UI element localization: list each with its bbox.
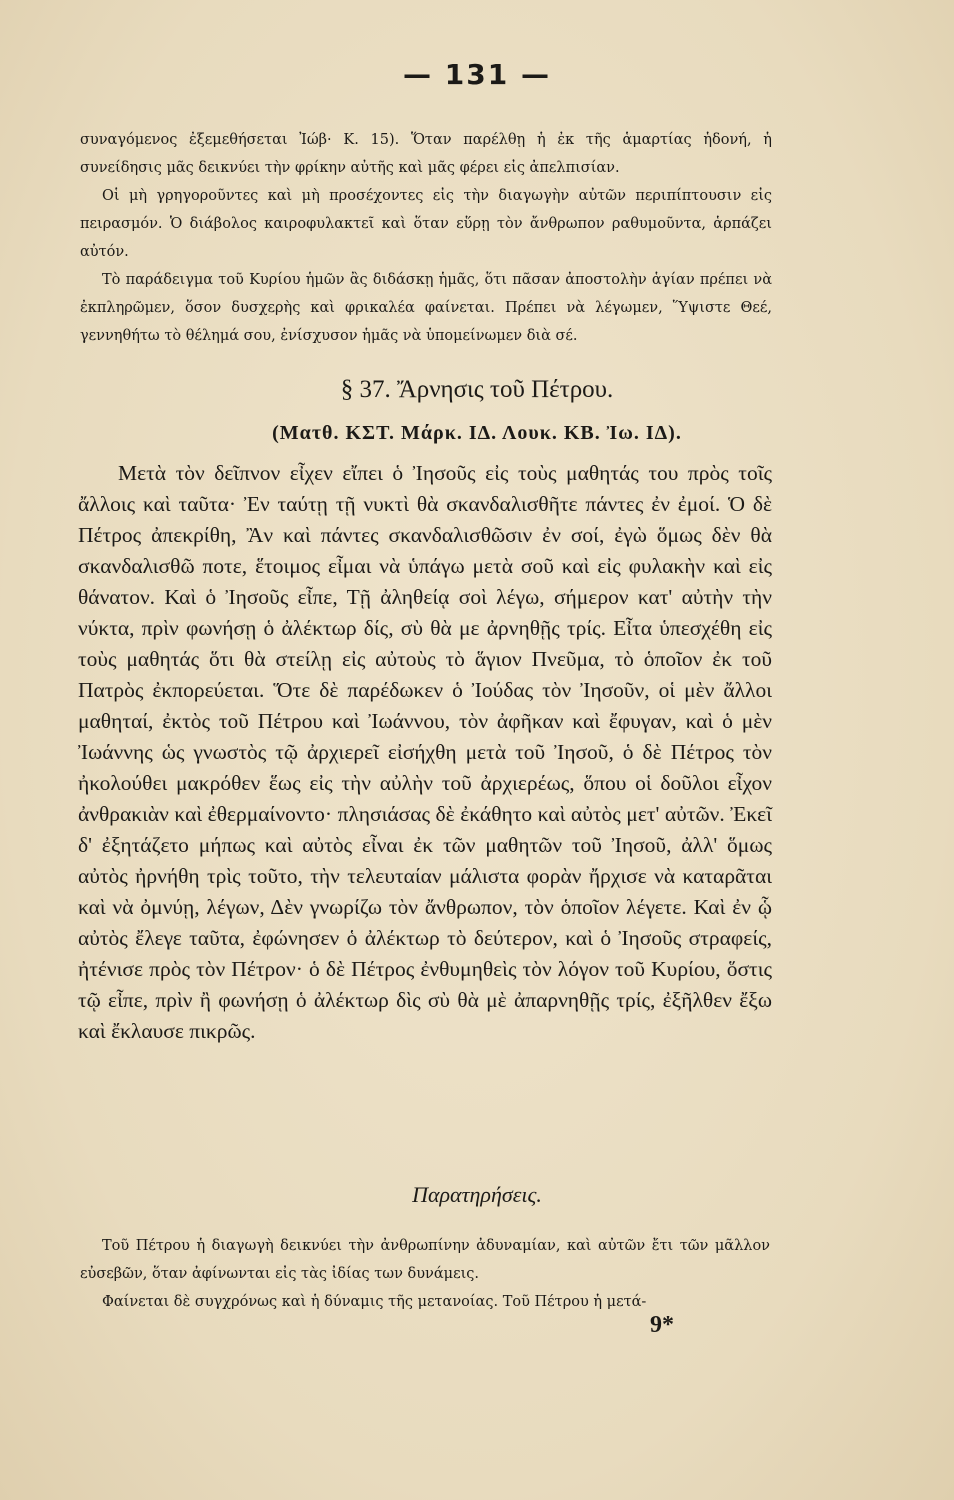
observations-title: Παρατηρήσεις.	[412, 1182, 542, 1207]
paragraph: Τὸ παράδειγμα τοῦ Κυρίου ἡμῶν ἂς διδάσκῃ ἡμᾶς, ὅτι πᾶσαν ἀποστολὴν ἁγίαν πρέπει νὰ ἐκπληρῶμεν, ὅσον δυσχερὴς καὶ φρικαλέα φαίνεται. Πρέπει νὰ λέγωμεν, Ὕψιστε Θεέ, γεννηθήτω τὸ θέλημά σου, ἐνίσχυσον ἡμᾶς νὰ ὑπομείνωμεν διὰ σέ.	[80, 272, 772, 344]
signature-mark: 9*	[650, 1312, 674, 1338]
top-paragraphs	[80, 126, 772, 350]
section-references: (Ματθ. ΚΣΤ. Μάρκ. ΙΔ. Λουκ. ΚΒ. Ἰω. ΙΔ).	[272, 422, 682, 444]
section-title: § 37. Ἄρνησις τοῦ Πέτρου.	[340, 376, 614, 403]
observations-paragraphs	[80, 1232, 770, 1316]
main-narrative	[78, 458, 772, 1047]
paragraph: Μετὰ τὸν δεῖπνον εἶχεν εἴπει ὁ Ἰησοῦς εἰς τοὺς μαθητάς του πρὸς τοῖς ἄλλοις καὶ ταῦτα· Ἐν ταύτῃ τῇ νυκτὶ θὰ σκανδαλισθῆτε πάντες ἐν ἐμοί. Ὁ δὲ Πέτρος ἀπεκρίθη, Ἂν καὶ πάντες σκανδαλισθῶσιν ἐν σοί, ἐγὼ ὅμως δὲν θὰ σκανδαλισθῶ ποτε, ἕτοιμος εἶμαι νὰ ὑπάγω μετὰ σοῦ καὶ εἰς φυλακὴν καὶ εἰς θάνατον. Καὶ ὁ Ἰησοῦς εἶπε, Τῇ ἀληθείᾳ σοὶ λέγω, σήμερον κατ' αὐτὴν τὴν νύκτα, πρὶν φωνήσῃ ὁ ἀλέκτωρ δίς, σὺ θὰ με ἀρνηθῇς τρίς. Εἶτα ὑπεσχέθη εἰς τοὺς μαθητάς ὅτι θὰ στείλῃ εἰς αὐτοὺς τὸ ἅγιον Πνεῦμα, τὸ ὁποῖον ἐκ τοῦ Πατρὸς ἐκπορεύεται. Ὅτε δὲ παρέδωκεν ὁ Ἰούδας τὸν Ἰησοῦν, οἱ μὲν ἄλλοι μαθηταί, ἐκτὸς τοῦ Πέτρου καὶ Ἰωάννου, τὸν ἀφῆκαν καὶ ἔφυγαν, καὶ ὁ μὲν Ἰωάννης ὡς γνωστὸς τῷ ἀρχιερεῖ εἰσήχθη μετὰ τοῦ Ἰησοῦ, ὁ δὲ Πέτρος τὸν ἠκολούθει μακρόθεν ἕως εἰς τὴν αὐλὴν τοῦ ἀρχιερέως, ὅπου οἱ δοῦλοι εἶχον ἀνθρακιὰν καὶ ἐθερμαίνοντο· πλησιάσας δὲ ἐκάθητο καὶ αὐτὸς μετ' αὐτῶν. Ἐκεῖ δ' ἐξητάζετο μήπως καὶ αὐτὸς εἶναι ἐκ τῶν μαθητῶν τοῦ Ἰησοῦ, ἀλλ' ὅμως αὐτὸς ἠρνήθη τρὶς τοῦτο, τὴν τελευταίαν μάλιστα φορὰν ἤρχισε νὰ καταρᾶται καὶ νὰ ὀμνύῃ, λέγων, Δὲν γνωρίζω τὸν ἄνθρωπον, τὸν ὁποῖον λέγετε. Καὶ ἐν ᾧ αὐτὸς ἔλεγε ταῦτα, ἐφώνησεν ὁ ἀλέκτωρ τὸ δεύτερον, καὶ ὁ Ἰησοῦς στραφείς, ἠτένισε πρὸς τὸν Πέτρον· ὁ δὲ Πέτρος ἐνθυμηθεὶς τὸν λόγον τοῦ Κυρίου, ὅστις τῷ εἶπε, πρὶν ἢ φωνήσῃ ὁ ἀλέκτωρ δὶς σὺ θὰ μὲ ἀπαρνηθῇς τρίς, ἐξῆλθεν ἔξω καὶ ἔκλαυσε πικρῶς.	[78, 461, 772, 1043]
page-number: — 131 —	[403, 58, 551, 91]
paragraph: Τοῦ Πέτρου ἡ διαγωγὴ δεικνύει τὴν ἀνθρωπίνην ἀδυναμίαν, καὶ αὐτῶν ἔτι τῶν μᾶλλον εὐσεβῶν, ὅταν ἀφίνωνται εἰς τὰς ἰδίας των δυνάμεις.	[80, 1238, 770, 1282]
paragraph: Οἱ μὴ γρηγοροῦντες καὶ μὴ προσέχοντες εἰς τὴν διαγωγὴν αὐτῶν περιπίπτουσιν εἰς πειρασμόν. Ὁ διάβολος καιροφυλακτεῖ καὶ ὅταν εὕρῃ τὸν ἄνθρωπον ραθυμοῦντα, ἁρπάζει αὐτόν.	[80, 188, 772, 260]
paragraph: συναγόμενος ἐξεμεθήσεται Ἰώβ· Κ. 15). Ὅταν παρέλθῃ ἡ ἐκ τῆς ἁμαρτίας ἡδονή, ἡ συνείδησις μᾶς δεικνύει τὴν φρίκην αὐτῆς καὶ μᾶς φέρει εἰς ἀπελπισίαν.	[80, 132, 772, 176]
paragraph: Φαίνεται δὲ συγχρόνως καὶ ἡ δύναμις τῆς μετανοίας. Τοῦ Πέτρου ἡ μετά-	[102, 1294, 647, 1310]
